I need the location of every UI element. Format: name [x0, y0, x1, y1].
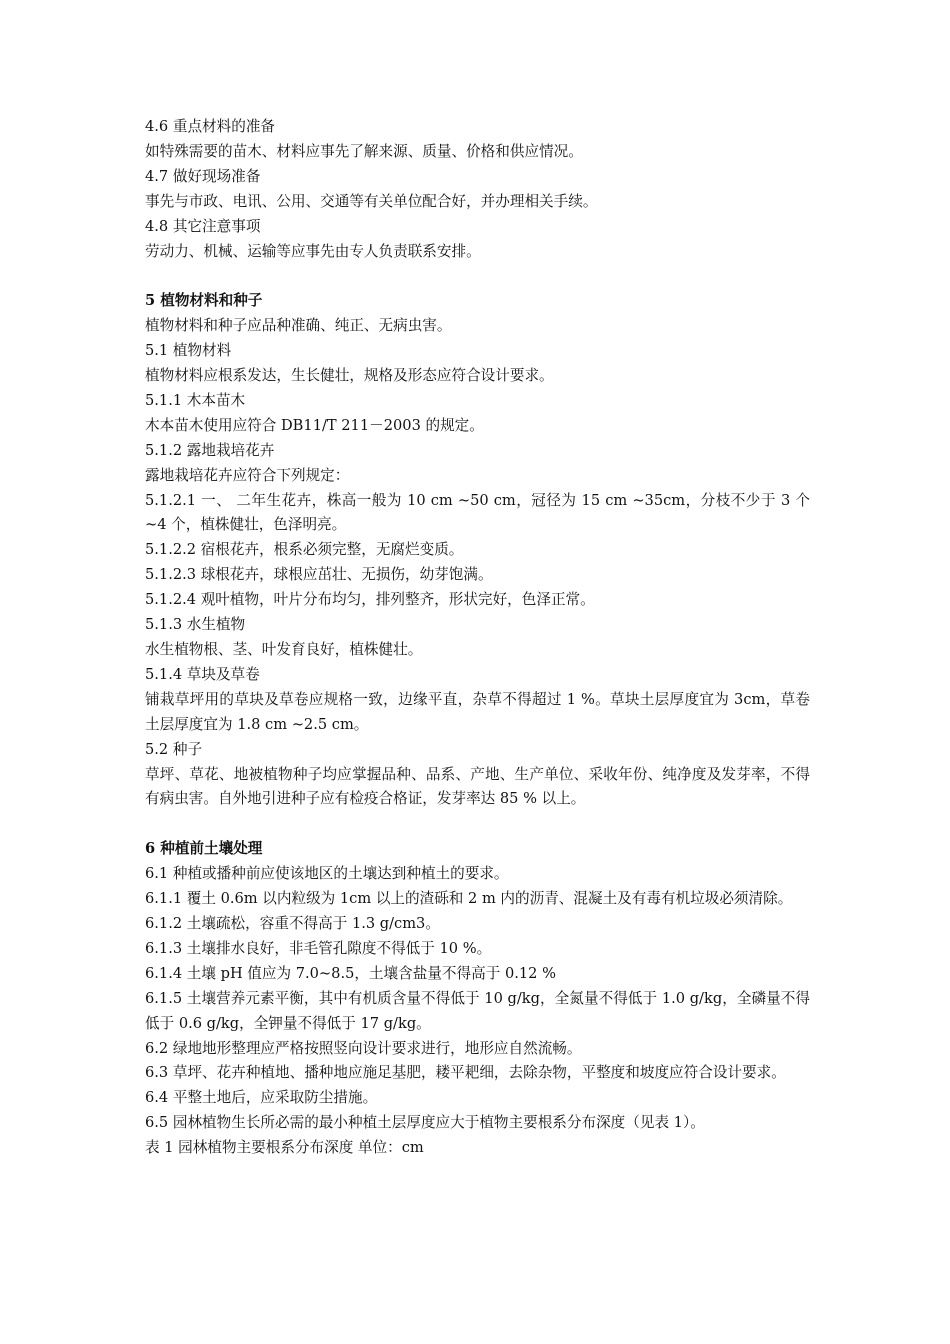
section-heading-4-8: 4.8 其它注意事项	[145, 217, 261, 235]
section-heading-4-6: 4.6 重点材料的准备	[145, 118, 276, 135]
paragraph: 植物材料和种子应品种准确、纯正、无病虫害。	[145, 317, 452, 335]
section-heading-4-7: 4.7 做好现场准备	[145, 167, 261, 185]
paragraph: 如特殊需要的苗木、材料应事先了解来源、质量、价格和供应情况。	[145, 142, 583, 160]
paragraph: 6.1.5 土壤营养元素平衡，其中有机质含量不得低于 10 g/kg，全氮量不得低于 1.0 g/kg，全磷量不得低于 0.6 g/kg，全钾量不得低于 17 g/kg。	[145, 989, 810, 1032]
section-heading-5-2: 5.2 种子	[145, 740, 203, 758]
section-heading-5-1: 5.1 植物材料	[145, 342, 232, 360]
paragraph: 草坪、草花、地被植物种子均应掌握品种、品系、产地、生产单位、采收年份、纯净度及发芽率，不得有病虫害。自外地引进种子应有检疫合格证，发芽率达 85 % 以上。	[145, 765, 810, 808]
paragraph: 6.1.2 土壤疏松，容重不得高于 1.3 g/cm3。	[145, 914, 440, 932]
chapter-heading-5: 5 植物材料和种子	[145, 292, 263, 310]
paragraph: 6.1.1 覆土 0.6m 以内粒级为 1cm 以上的渣砾和 2 m 内的沥青、混凝土及有毒有机垃圾必须清除。	[145, 890, 793, 908]
paragraph: 劳动力、机械、运输等应事先由专人负责联系安排。	[145, 242, 481, 260]
paragraph: 露地栽培花卉应符合下列规定：	[145, 466, 350, 484]
paragraph: 事先与市政、电讯、公用、交通等有关单位配合好，并办理相关手续。	[145, 192, 598, 210]
spacer	[145, 264, 810, 289]
paragraph: 6.4 平整土地后，应采取防尘措施。	[145, 1089, 378, 1107]
section-heading-5-1-2: 5.1.2 露地栽培花卉	[145, 441, 275, 459]
paragraph: 6.2 绿地地形整理应严格按照竖向设计要求进行，地形应自然流畅。	[145, 1039, 582, 1057]
document-page	[145, 115, 810, 1161]
paragraph: 5.1.2.4 观叶植物，叶片分布均匀，排列整齐，形状完好，色泽正常。	[145, 591, 595, 609]
paragraph: 5.1.2.2 宿根花卉，根系必须完整，无腐烂变质。	[145, 541, 464, 559]
paragraph: 木本苗木使用应符合 DB11/T 211－2003 的规定。	[145, 416, 484, 434]
paragraph: 水生植物根、茎、叶发育良好，植株健壮。	[145, 641, 423, 659]
paragraph: 5.1.2.3 球根花卉，球根应茁壮、无损伤，幼芽饱满。	[145, 566, 493, 584]
spacer	[145, 812, 810, 837]
section-heading-5-1-4: 5.1.4 草块及草卷	[145, 665, 260, 683]
paragraph: 6.3 草坪、花卉种植地、播种地应施足基肥，耧平耙细，去除杂物，平整度和坡度应符合设计要求。	[145, 1064, 786, 1082]
chapter-heading-6: 6 种植前土壤处理	[145, 840, 263, 858]
paragraph: 植物材料应根系发达，生长健壮，规格及形态应符合设计要求。	[145, 367, 554, 385]
paragraph: 6.1 种植或播种前应使该地区的土壤达到种植土的要求。	[145, 865, 509, 883]
section-heading-5-1-1: 5.1.1 木本苗木	[145, 391, 246, 409]
paragraph: 6.1.3 土壤排水良好，非毛管孔隙度不得低于 10 %。	[145, 939, 492, 957]
table-caption: 表 1 园林植物主要根系分布深度 单位：cm	[145, 1139, 424, 1157]
paragraph: 5.1.2.1 一、 二年生花卉，株高一般为 10 cm ~50 cm，冠径为 15 cm ~35cm，分枝不少于 3 个~4 个，植株健壮，色泽明亮。	[145, 491, 810, 534]
section-heading-5-1-3: 5.1.3 水生植物	[145, 616, 246, 634]
paragraph: 6.5 园林植物生长所必需的最小种植土层厚度应大于植物主要根系分布深度（见表 1）。	[145, 1114, 705, 1132]
paragraph: 6.1.4 土壤 pH 值应为 7.0~8.5，土壤含盐量不得高于 0.12 %	[145, 964, 556, 982]
paragraph: 铺栽草坪用的草块及草卷应规格一致，边缘平直，杂草不得超过 1 %。草块土层厚度宜为 3cm，草卷土层厚度宜为 1.8 cm ~2.5 cm。	[145, 690, 810, 733]
